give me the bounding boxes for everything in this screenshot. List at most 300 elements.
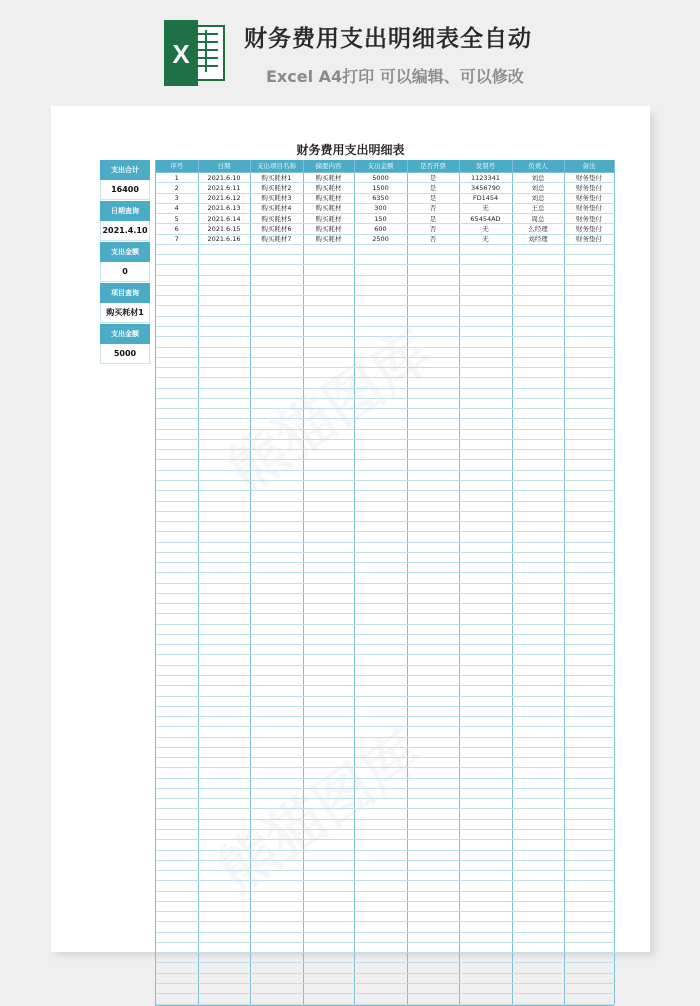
table-cell[interactable] (459, 604, 512, 614)
table-cell[interactable] (512, 326, 564, 336)
table-cell[interactable] (303, 624, 354, 634)
table-cell[interactable] (564, 368, 614, 378)
table-cell[interactable] (156, 953, 198, 963)
table-cell[interactable] (156, 881, 198, 891)
table-cell[interactable] (354, 368, 407, 378)
table-cell[interactable] (198, 819, 250, 829)
table-cell[interactable] (512, 727, 564, 737)
table-cell[interactable] (564, 491, 614, 501)
table-cell[interactable] (198, 316, 250, 326)
table-cell[interactable] (198, 511, 250, 521)
table-cell[interactable] (459, 429, 512, 439)
table-cell[interactable] (250, 840, 303, 850)
table-cell[interactable] (250, 388, 303, 398)
table-cell[interactable] (250, 511, 303, 521)
table-cell[interactable] (250, 850, 303, 860)
table-cell[interactable] (156, 912, 198, 922)
table-cell[interactable] (459, 357, 512, 367)
table-cell[interactable] (198, 480, 250, 490)
table-cell[interactable] (198, 542, 250, 552)
table-cell[interactable] (459, 316, 512, 326)
table-cell[interactable] (354, 306, 407, 316)
table-cell[interactable] (459, 655, 512, 665)
table-cell[interactable] (303, 942, 354, 952)
table-cell[interactable] (354, 912, 407, 922)
table-cell[interactable] (303, 891, 354, 901)
table-cell[interactable]: 2 (156, 183, 198, 193)
table-cell[interactable] (156, 737, 198, 747)
table-cell[interactable] (459, 244, 512, 254)
table-cell[interactable] (156, 419, 198, 429)
table-cell[interactable] (564, 439, 614, 449)
table-cell[interactable] (303, 871, 354, 881)
table-cell[interactable]: 购买耗材 (303, 224, 354, 234)
table-cell[interactable]: 购买耗材6 (250, 224, 303, 234)
table-cell[interactable] (198, 439, 250, 449)
table-cell[interactable] (250, 563, 303, 573)
table-cell[interactable] (459, 994, 512, 1004)
table-cell[interactable] (198, 953, 250, 963)
table-cell[interactable] (354, 717, 407, 727)
table-cell[interactable] (512, 953, 564, 963)
table-cell[interactable] (407, 501, 459, 511)
table-cell[interactable] (459, 706, 512, 716)
table-cell[interactable] (156, 593, 198, 603)
table-cell[interactable] (564, 922, 614, 932)
table-cell[interactable] (459, 573, 512, 583)
table-cell[interactable] (407, 717, 459, 727)
table-cell[interactable] (564, 676, 614, 686)
table-cell[interactable] (156, 614, 198, 624)
table-cell[interactable] (512, 634, 564, 644)
table-cell[interactable]: 财务垫付 (564, 173, 614, 183)
table-cell[interactable]: 无 (459, 203, 512, 213)
table-cell[interactable] (198, 265, 250, 275)
table-cell[interactable] (303, 347, 354, 357)
table-cell[interactable] (512, 676, 564, 686)
table-cell[interactable] (156, 676, 198, 686)
table-cell[interactable] (198, 860, 250, 870)
table-cell[interactable] (512, 737, 564, 747)
table-cell[interactable] (198, 450, 250, 460)
table-cell[interactable] (407, 542, 459, 552)
table-cell[interactable] (156, 634, 198, 644)
table-cell[interactable] (354, 470, 407, 480)
table-cell[interactable] (564, 912, 614, 922)
table-cell[interactable] (198, 830, 250, 840)
table-cell[interactable] (407, 285, 459, 295)
table-cell[interactable] (156, 368, 198, 378)
table-cell[interactable] (459, 963, 512, 973)
table-cell[interactable] (303, 306, 354, 316)
table-cell[interactable] (354, 881, 407, 891)
table-cell[interactable] (564, 830, 614, 840)
table-cell[interactable]: 购买耗材3 (250, 193, 303, 203)
table-cell[interactable] (512, 912, 564, 922)
table-cell[interactable] (198, 522, 250, 532)
table-cell[interactable] (303, 244, 354, 254)
table-cell[interactable] (250, 480, 303, 490)
table-cell[interactable] (250, 357, 303, 367)
table-cell[interactable] (564, 480, 614, 490)
table-cell[interactable] (250, 922, 303, 932)
table-cell[interactable] (354, 275, 407, 285)
table-cell[interactable] (459, 850, 512, 860)
table-cell[interactable] (459, 614, 512, 624)
table-cell[interactable] (512, 542, 564, 552)
table-cell[interactable] (303, 727, 354, 737)
table-cell[interactable] (303, 532, 354, 542)
table-cell[interactable] (156, 717, 198, 727)
table-cell[interactable] (564, 768, 614, 778)
table-cell[interactable] (512, 973, 564, 983)
table-cell[interactable] (354, 614, 407, 624)
table-cell[interactable] (354, 809, 407, 819)
table-cell[interactable]: 财务垫付 (564, 193, 614, 203)
table-cell[interactable] (564, 316, 614, 326)
table-cell[interactable] (303, 614, 354, 624)
table-cell[interactable] (512, 778, 564, 788)
table-cell[interactable] (156, 850, 198, 860)
table-cell[interactable] (407, 758, 459, 768)
table-cell[interactable] (354, 706, 407, 716)
table-cell[interactable]: 么经理 (512, 224, 564, 234)
table-cell[interactable] (156, 563, 198, 573)
table-cell[interactable] (407, 614, 459, 624)
table-cell[interactable] (250, 378, 303, 388)
table-cell[interactable] (198, 850, 250, 860)
table-cell[interactable] (156, 306, 198, 316)
table-cell[interactable] (250, 306, 303, 316)
table-cell[interactable] (407, 891, 459, 901)
table-cell[interactable] (564, 891, 614, 901)
table-cell[interactable] (564, 522, 614, 532)
table-cell[interactable] (354, 645, 407, 655)
table-cell[interactable] (459, 932, 512, 942)
table-cell[interactable] (198, 409, 250, 419)
table-cell[interactable]: 是 (407, 214, 459, 224)
table-cell[interactable] (250, 665, 303, 675)
table-cell[interactable] (459, 409, 512, 419)
table-cell[interactable] (459, 419, 512, 429)
table-cell[interactable] (303, 963, 354, 973)
table-cell[interactable] (564, 285, 614, 295)
table-cell[interactable] (407, 470, 459, 480)
table-cell[interactable]: 购买耗材 (303, 234, 354, 244)
table-cell[interactable] (512, 963, 564, 973)
table-cell[interactable] (354, 696, 407, 706)
table-cell[interactable] (459, 717, 512, 727)
table-cell[interactable] (459, 922, 512, 932)
table-cell[interactable] (407, 942, 459, 952)
table-cell[interactable] (459, 634, 512, 644)
table-cell[interactable] (407, 357, 459, 367)
table-cell[interactable] (459, 778, 512, 788)
table-cell[interactable] (512, 357, 564, 367)
table-cell[interactable] (250, 409, 303, 419)
table-cell[interactable] (303, 368, 354, 378)
table-cell[interactable] (354, 419, 407, 429)
table-cell[interactable]: 600 (354, 224, 407, 234)
table-cell[interactable] (250, 747, 303, 757)
table-cell[interactable] (564, 788, 614, 798)
table-cell[interactable] (198, 255, 250, 265)
table-cell[interactable] (564, 973, 614, 983)
table-cell[interactable] (198, 593, 250, 603)
table-cell[interactable]: 购买耗材 (303, 193, 354, 203)
table-cell[interactable] (250, 686, 303, 696)
table-cell[interactable] (303, 850, 354, 860)
table-cell[interactable] (250, 891, 303, 901)
table-cell[interactable] (354, 296, 407, 306)
table-cell[interactable] (459, 809, 512, 819)
table-cell[interactable] (250, 901, 303, 911)
table-cell[interactable] (156, 480, 198, 490)
table-cell[interactable] (250, 296, 303, 306)
table-cell[interactable] (303, 676, 354, 686)
table-cell[interactable] (354, 665, 407, 675)
table-cell[interactable] (303, 953, 354, 963)
table-cell[interactable] (564, 778, 614, 788)
table-cell[interactable] (250, 275, 303, 285)
table-cell[interactable] (303, 819, 354, 829)
table-cell[interactable] (156, 583, 198, 593)
table-cell[interactable] (250, 758, 303, 768)
table-cell[interactable] (198, 460, 250, 470)
table-cell[interactable] (564, 265, 614, 275)
table-cell[interactable] (250, 881, 303, 891)
table-cell[interactable] (459, 686, 512, 696)
table-cell[interactable] (459, 891, 512, 901)
table-cell[interactable] (156, 809, 198, 819)
table-cell[interactable] (250, 326, 303, 336)
table-cell[interactable] (564, 634, 614, 644)
table-cell[interactable] (198, 624, 250, 634)
table-cell[interactable] (459, 306, 512, 316)
table-cell[interactable] (564, 881, 614, 891)
table-cell[interactable] (564, 255, 614, 265)
table-cell[interactable] (512, 450, 564, 460)
table-cell[interactable] (564, 809, 614, 819)
table-cell[interactable] (198, 881, 250, 891)
table-cell[interactable] (564, 419, 614, 429)
table-cell[interactable] (407, 778, 459, 788)
table-cell[interactable] (354, 563, 407, 573)
table-cell[interactable] (512, 522, 564, 532)
table-cell[interactable]: 1123341 (459, 173, 512, 183)
table-cell[interactable] (512, 491, 564, 501)
table-cell[interactable] (303, 912, 354, 922)
table-cell[interactable] (512, 799, 564, 809)
table-cell[interactable] (564, 686, 614, 696)
table-cell[interactable]: 2021.6.14 (198, 214, 250, 224)
table-cell[interactable]: FD1454 (459, 193, 512, 203)
table-cell[interactable] (354, 316, 407, 326)
table-cell[interactable] (354, 337, 407, 347)
table-cell[interactable] (156, 470, 198, 480)
table-cell[interactable] (407, 419, 459, 429)
table-cell[interactable] (250, 347, 303, 357)
table-cell[interactable] (459, 265, 512, 275)
table-cell[interactable] (512, 409, 564, 419)
table-cell[interactable] (303, 686, 354, 696)
table-cell[interactable] (564, 326, 614, 336)
table-cell[interactable] (512, 994, 564, 1004)
table-cell[interactable] (303, 357, 354, 367)
table-cell[interactable]: 7 (156, 234, 198, 244)
column-header[interactable]: 负责人 (512, 160, 564, 173)
table-cell[interactable] (250, 429, 303, 439)
table-cell[interactable] (198, 809, 250, 819)
table-cell[interactable] (250, 768, 303, 778)
table-cell[interactable] (354, 830, 407, 840)
table-cell[interactable] (156, 922, 198, 932)
table-cell[interactable]: 2021.6.11 (198, 183, 250, 193)
table-cell[interactable] (512, 891, 564, 901)
table-cell[interactable] (407, 840, 459, 850)
table-cell[interactable]: 无 (459, 234, 512, 244)
table-cell[interactable] (354, 737, 407, 747)
table-cell[interactable] (407, 244, 459, 254)
table-cell[interactable] (407, 583, 459, 593)
table-cell[interactable] (156, 932, 198, 942)
table-cell[interactable] (303, 542, 354, 552)
table-cell[interactable] (303, 768, 354, 778)
table-cell[interactable]: 否 (407, 224, 459, 234)
table-cell[interactable] (250, 634, 303, 644)
table-cell[interactable] (407, 368, 459, 378)
table-cell[interactable] (564, 758, 614, 768)
table-cell[interactable] (198, 491, 250, 501)
table-cell[interactable] (354, 860, 407, 870)
table-cell[interactable] (303, 409, 354, 419)
table-cell[interactable] (459, 255, 512, 265)
table-cell[interactable] (156, 840, 198, 850)
table-cell[interactable] (303, 645, 354, 655)
table-cell[interactable] (407, 727, 459, 737)
table-cell[interactable] (156, 439, 198, 449)
table-cell[interactable] (156, 973, 198, 983)
table-cell[interactable] (156, 624, 198, 634)
table-cell[interactable]: 购买耗材2 (250, 183, 303, 193)
table-cell[interactable] (303, 994, 354, 1004)
table-cell[interactable] (303, 460, 354, 470)
table-cell[interactable] (198, 285, 250, 295)
table-cell[interactable]: 2021.6.12 (198, 193, 250, 203)
table-cell[interactable] (198, 614, 250, 624)
table-cell[interactable] (512, 901, 564, 911)
table-cell[interactable] (250, 573, 303, 583)
table-cell[interactable] (564, 942, 614, 952)
table-cell[interactable] (512, 285, 564, 295)
table-cell[interactable] (250, 501, 303, 511)
table-cell[interactable] (250, 470, 303, 480)
table-cell[interactable] (354, 624, 407, 634)
table-cell[interactable] (198, 727, 250, 737)
table-cell[interactable] (198, 378, 250, 388)
table-cell[interactable] (564, 819, 614, 829)
table-cell[interactable] (156, 655, 198, 665)
table-cell[interactable] (354, 398, 407, 408)
table-cell[interactable] (354, 942, 407, 952)
table-cell[interactable] (512, 881, 564, 891)
table-cell[interactable] (512, 460, 564, 470)
table-cell[interactable] (564, 593, 614, 603)
table-cell[interactable] (354, 655, 407, 665)
table-cell[interactable] (354, 255, 407, 265)
table-cell[interactable] (512, 388, 564, 398)
table-cell[interactable] (407, 881, 459, 891)
table-cell[interactable] (512, 830, 564, 840)
table-cell[interactable] (459, 953, 512, 963)
table-cell[interactable] (459, 830, 512, 840)
table-cell[interactable] (156, 337, 198, 347)
table-cell[interactable] (250, 953, 303, 963)
table-cell[interactable] (156, 347, 198, 357)
table-cell[interactable] (564, 563, 614, 573)
table-cell[interactable] (250, 316, 303, 326)
table-cell[interactable] (156, 552, 198, 562)
table-cell[interactable] (512, 922, 564, 932)
table-cell[interactable] (354, 460, 407, 470)
table-cell[interactable] (156, 285, 198, 295)
table-cell[interactable] (250, 244, 303, 254)
table-cell[interactable] (156, 491, 198, 501)
table-cell[interactable] (407, 552, 459, 562)
table-cell[interactable] (407, 511, 459, 521)
table-cell[interactable] (459, 942, 512, 952)
table-cell[interactable] (459, 912, 512, 922)
column-header[interactable]: 序号 (156, 160, 198, 173)
table-cell[interactable] (512, 296, 564, 306)
table-cell[interactable] (407, 522, 459, 532)
table-cell[interactable] (459, 696, 512, 706)
table-cell[interactable] (303, 706, 354, 716)
table-cell[interactable] (407, 378, 459, 388)
table-cell[interactable]: 2021.6.16 (198, 234, 250, 244)
table-cell[interactable] (303, 799, 354, 809)
table-cell[interactable] (459, 296, 512, 306)
table-cell[interactable] (459, 450, 512, 460)
table-cell[interactable] (512, 840, 564, 850)
table-cell[interactable] (512, 419, 564, 429)
table-cell[interactable] (354, 994, 407, 1004)
table-cell[interactable]: 否 (407, 234, 459, 244)
table-cell[interactable] (512, 645, 564, 655)
table-cell[interactable] (459, 347, 512, 357)
table-cell[interactable] (564, 542, 614, 552)
table-cell[interactable] (198, 737, 250, 747)
table-cell[interactable] (407, 799, 459, 809)
table-cell[interactable] (407, 409, 459, 419)
table-cell[interactable] (564, 645, 614, 655)
table-cell[interactable] (198, 747, 250, 757)
table-cell[interactable]: 3456790 (459, 183, 512, 193)
table-cell[interactable] (459, 840, 512, 850)
table-cell[interactable] (198, 912, 250, 922)
table-cell[interactable] (407, 953, 459, 963)
table-cell[interactable] (564, 737, 614, 747)
table-cell[interactable] (156, 450, 198, 460)
table-cell[interactable] (407, 747, 459, 757)
table-cell[interactable] (250, 265, 303, 275)
table-cell[interactable] (198, 871, 250, 881)
table-cell[interactable] (564, 511, 614, 521)
table-cell[interactable] (303, 809, 354, 819)
table-cell[interactable] (198, 922, 250, 932)
table-cell[interactable] (512, 665, 564, 675)
table-cell[interactable] (303, 563, 354, 573)
